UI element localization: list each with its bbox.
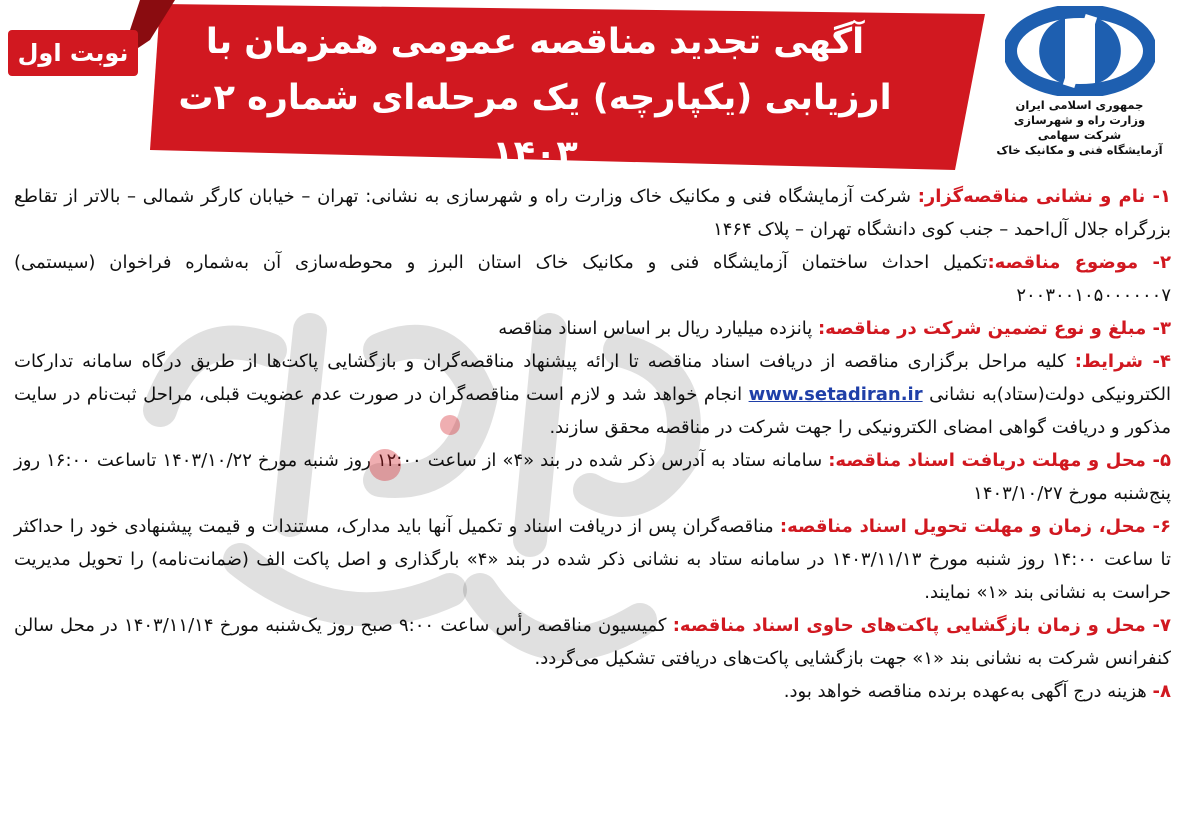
item-label: ۴- شرایط: [1074,351,1171,372]
org-line-4: آزمایشگاه فنی و مکانیک خاک [996,143,1163,157]
organization-name [992,98,1167,158]
round-badge: نوبت اول [8,30,138,76]
item-text: شرکت آزمایشگاه فنی و مکانیک خاک وزارت راه و شهرسازی به نشانی: تهران – خیابان کارگر شمالی – بالاتر از تقاطع بزرگراه جلال آل‌احمد – جنب کوی دانشگاه تهران – پلاک ۱۴۶۴ [14,186,1171,240]
item-4 [14,345,1171,444]
item-text: انجام خواهد شد و لازم است مناقصه‌گران در صورت عدم عضویت قبلی، مراحل ثبت‌نام در سایت مذکور و دریافت گواهی امضای الکترونیکی را جهت شرکت در مناقصه محقق سازند. [14,384,1171,438]
notice-header [0,0,1187,178]
organization-logo-block [992,6,1167,176]
item-8 [14,675,1171,708]
item-text: سامانه ستاد به آدرس ذکر شده در بند «۴» از ساعت ۱۲:۰۰ روز شنبه مورخ ۱۴۰۳/۱۰/۲۲ تاساعت ۱۶:۰۰ روز پنج‌شنبه مورخ ۱۴۰۳/۱۰/۲۷ [14,450,1171,504]
item-label: ۳- مبلغ و نوع تضمین شرکت در مناقصه: [817,318,1171,339]
item-label: ۶- محل، زمان و مهلت تحویل اسناد مناقصه: [779,516,1171,537]
org-line-2: وزارت راه و شهرسازی [1013,113,1146,127]
item-7 [14,609,1171,675]
item-text: تکمیل احداث ساختمان آزمایشگاه فنی و مکانیک خاک استان البرز و محوطه‌سازی آن به‌شماره فراخوان (سیستمی) ۲۰۰۳۰۰۱۰۵۰۰۰۰۰۰۷ [14,252,1171,306]
item-label: ۷- محل و زمان بازگشایی پاکت‌های حاوی اسناد مناقصه: [672,615,1172,636]
title-line-2: ارزیابی (یکپارچه) یک مرحله‌ای شماره ۲ت ۱۴۰۳ [178,78,892,174]
item-label: ۲- موضوع مناقصه: [987,252,1172,273]
item-text: مناقصه‌گران پس از دریافت اسناد و تکمیل آنها باید مدارک، مستندات و قیمت پیشنهادی خود را حداکثر تا ساعت ۱۴:۰۰ روز شنبه مورخ ۱۴۰۳/۱۱/۱۳ در سامانه ستاد به نشانی ذکر شده در بند «۴» بارگذاری و اصل پاکت الف (ضمانت‌نامه) را تحویل مدیریت حراست به نشانی بند «۱» نمایند. [14,516,1172,603]
item-text: کمیسیون مناقصه رأس ساعت ۹:۰۰ صبح روز یک‌شنبه مورخ ۱۴۰۳/۱۱/۱۴ در محل سالن کنفرانس شرکت به نشانی بند «۱» جهت بازگشایی پاکت‌های دریافتی تشکیل می‌گردد. [14,615,1171,669]
item-text: کلیه مراحل برگزاری مناقصه از دریافت اسناد مناقصه تا ارائه پیشنهاد مناقصه‌گران و بازگشایی پاکت‌ها از طریق درگاه سامانه تدارکات الکترونیکی دولت(ستاد)به نشانی [14,351,1171,405]
item-label: ۵- محل و مهلت دریافت اسناد مناقصه: [828,450,1172,471]
org-line-1: جمهوری اسلامی ایران [1015,98,1144,112]
item-1 [14,180,1171,246]
item-6 [14,510,1171,609]
item-2 [14,246,1171,312]
item-text: پانزده میلیارد ریال بر اساس اسناد مناقصه [498,318,818,339]
org-line-3: شرکت سهامی [1037,128,1122,142]
item-3 [14,312,1171,345]
item-label: ۱- نام و نشانی مناقصه‌گزار: [917,186,1171,207]
notice-title [150,14,920,182]
setad-link[interactable]: www.setadiran.ir [748,384,923,405]
notice-body [14,180,1171,708]
item-label: ۸- [1152,681,1171,702]
item-5 [14,444,1171,510]
organization-logo-icon [1005,6,1155,96]
item-text: هزینه درج آگهی به‌عهده برنده مناقصه خواهد بود. [783,681,1153,702]
title-line-1: آگهی تجدید مناقصه عمومی همزمان با [205,22,865,62]
